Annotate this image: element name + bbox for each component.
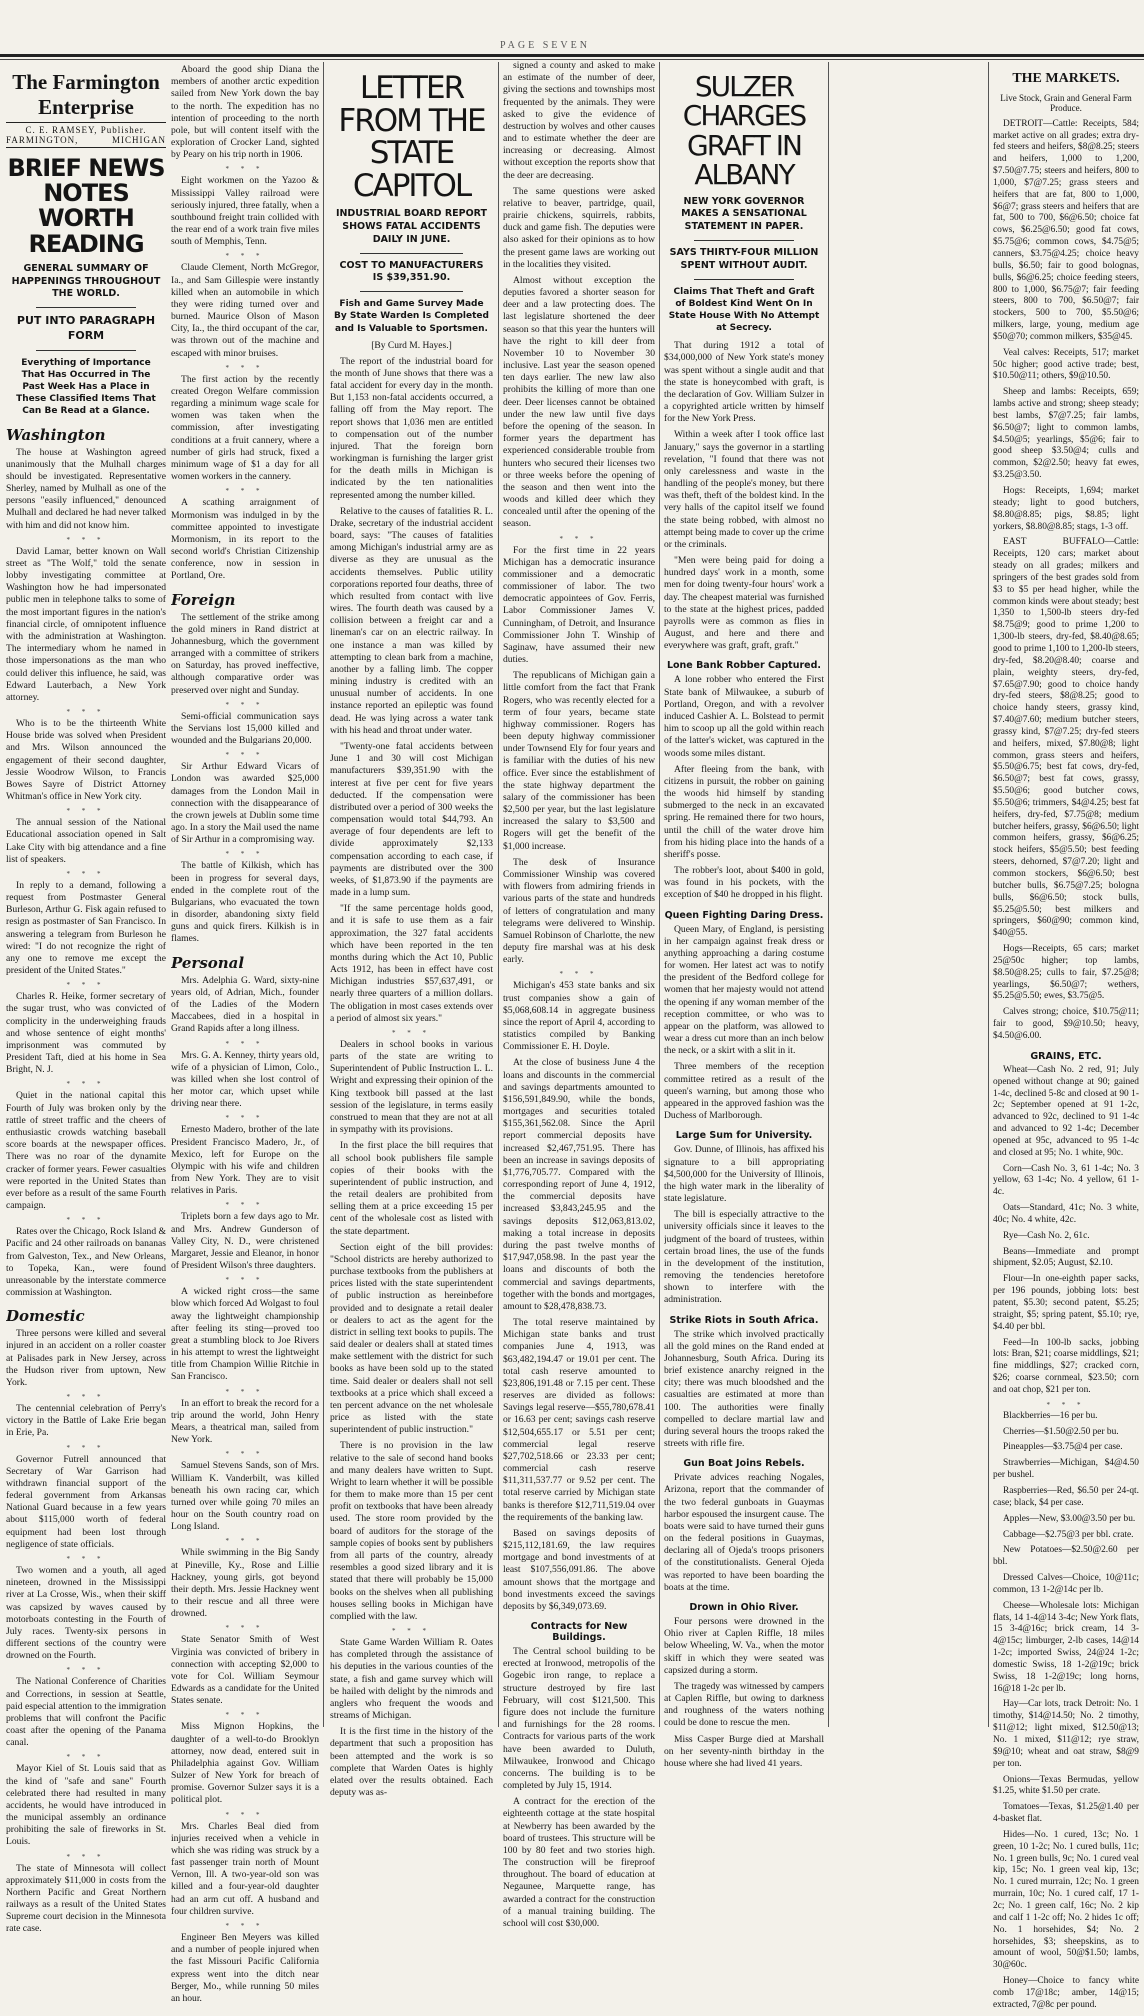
column-2 bbox=[171, 64, 319, 2009]
column-rule bbox=[659, 62, 660, 1727]
column-rule bbox=[828, 62, 829, 1727]
headline-sulzer: SULZER CHARGES GRAFT IN ALBANY bbox=[682, 70, 806, 192]
separator: * * * bbox=[66, 1852, 106, 1861]
produce-report: Honey—Choice to fancy white comb 17@18c; amber, 14@15; extracted, 7@8c per pound. bbox=[993, 1976, 1139, 2010]
subhead-bank-robber: Lone Bank Robber Captured. bbox=[666, 660, 822, 672]
news-item: The centennial celebration of Perry's victory in the Battle of Lake Erie began in Erie, Pa. bbox=[6, 1403, 166, 1439]
article-paragraph: Within a week after I took office last January," says the governor in a startling revelation, "I found that there was not only carelessness and waste in the handling of the people's money, but there was theft, theft of the boldest kind. In the very halls of the capitol itself we found the state being robbed, with almost no attempt being made to cover up the crime or the criminals. bbox=[664, 429, 824, 550]
news-item: Claude Clement, North McGregor, Ia., and Sam Gillespie were instantly killed when an automobile in which they were riding turned over and burned. Maurice Olson of Mason City, Ia., the third occupant of the car, was thrown out of the machine and escaped with minor bruises. bbox=[171, 262, 319, 359]
page-header: PAGE SEVEN bbox=[500, 40, 590, 51]
news-item: David Lamar, better known on Wall street as "The Wolf," told the senate lobby investigating committee at Washington how he had impersonated public men in telephone talks to some of the most important figures in the nation's financial circle, of omnipotent influence with the administration at Washington. The intermediary whom he named in those impersonations as the man who could deliver this influence, he said, was Edward Lauterbach, a New York attorney. bbox=[6, 545, 166, 703]
separator: * * * bbox=[66, 807, 106, 816]
article-paragraph: Relative to the causes of fatalities R. L. Drake, secretary of the industrial accident board, says: "The causes of fatalities among Michigan's industrial army are as diverse as they are unusual as the accidents themselves. Public utility corporations reported four deaths, three of which resulted from contact with live wires. The fourth death was caused by a collision between a freight car and a lineman's car on an electric railway. In one instance a man was killed by attempting to clean bark from a machine, another by a falling limb. The copper mining industry is credited with an unusual number of accidents. In one instance reported an epileptic was found dead. He was lying across a water tank with his head and throat under water. bbox=[330, 505, 493, 736]
article-paragraph: The tragedy was witnessed by campers at Caplen Riffle, but owing to darkness and roughness of the waters nothing could be done to rescue the men. bbox=[664, 1680, 824, 1729]
article-paragraph: Almost without exception the deputies favored a shorter season for deer and a law protecting does. The last legislature shortened the deer season so that this year the hunters will have the right to kill deer from November 10 to November 30 inclusive. Last year the season opened ten days earlier. The new law also prohibits the killing of more than one deer. Deer licenses cannot be obtained under the new law until five days before the opening of the season. In former years the department has experienced considerable trouble from hunters who secured their licenses two or three weeks before the opening of the season and then went into the woods and killed deer which they concealed until after the opening of the season. bbox=[503, 274, 655, 530]
article-paragraph: The robber's loot, about $400 in gold, was found in his pockets, with the exception of $40 he dropped in his flight. bbox=[664, 865, 824, 901]
separator: * * * bbox=[225, 850, 265, 859]
column-3 bbox=[330, 64, 493, 1803]
top-rule bbox=[0, 54, 1144, 57]
subhead-gunboat: Gun Boat Joins Rebels. bbox=[683, 1458, 805, 1470]
article-paragraph: The same questions were asked relative to beaver, partridge, quail, prairie chickens, squirrels, rabbits, duck and game fish. The deputies were also asked for their opinions as to how the present game laws are working out in the localities they visited. bbox=[503, 185, 655, 270]
article-paragraph: "Twenty-one fatal accidents between June 1 and 30 will cost Michigan manufacturers $39,351.90 with the interest at five per cent for five years deducted. If the compensation were distributed over a period of 300 weeks the compensation would total $44,793. An average of four dependents are left to divide approximately $2,133 compensation according to each case, if payments are distributed over the 300 weeks, of $1,873.90 if the payments are made in a lump sum. bbox=[330, 741, 493, 899]
article-paragraph: The bill is especially attractive to the university officials since it leaves to the judgment of the board of trustees, within certain broad lines, the use of the funds in the development of the institution, removing the tendencies heretofore shown to interfere with the administration. bbox=[664, 1209, 824, 1306]
article-paragraph: The republicans of Michigan gain a little comfort from the fact that Frank Rogers, who was recently elected for a term of four years, became state highway commissioner. Rogers has been deputy highway commissioner under Townsend Ely for four years and is familiar with the duties of his new office. Ever since the establishment of the state highway department the salary of the commissioner has been $2,500 per year, but the last legislature increased the salary to $3,500 and Rogers will get the benefit of the $1,000 increase. bbox=[503, 670, 655, 852]
market-report: Hogs: Receipts, 1,694; market steady; light to good butchers, $8.80@8.85; pigs, $8.85; light yorkers, $8.80@8.85; stags, 1-3 off. bbox=[993, 486, 1139, 532]
markets-subhead: Live Stock, Grain and General Farm Produce. bbox=[1000, 92, 1132, 113]
masthead: The Farmington Enterprise bbox=[12, 70, 160, 119]
subhead-strike: Strike Riots in South Africa. bbox=[669, 1314, 819, 1326]
separator: * * * bbox=[225, 700, 265, 709]
article-paragraph: At the close of business June 4 the loans and discounts in the commercial and savings departments amounted to $156,591,849.90, while the bonds, mortgages and securities totaled $155,361,562.08. Since the April report commercial deposits have increased $2,467,751.95. There has been an increase in savings deposits of $1,776,705.77. Compared with the corresponding report of June 4, 1912, the commercial deposits have increased $3,843,245.95 and the savings deposits $12,063,813.02, making a total increase in deposits during the past twelve months of $17,947,058.98. In the past year the loans and discounts of both the commercial and savings departments, together with the bonds and mortgages, amount to $28,478,838.73. bbox=[503, 1057, 655, 1312]
deck-millions: SAYS THIRTY-FOUR MILLION SPENT WITHOUT AUDIT. bbox=[669, 247, 819, 271]
produce-report: Onions—Texas Bermudas, yellow $1.25, white $1.50 per crate. bbox=[993, 1774, 1139, 1797]
article-paragraph: A contract for the erection of the eighteenth cottage at the state hospital at Newberry has been awarded by the board of trustees. This structure will be 100 by 80 feet and two stories high. The construction will be fireproof throughout. The board of education at Negaunee, Marquette range, has awarded a contract for the construction of a manual training building. The school will cost $30,000. bbox=[503, 1796, 655, 1929]
separator: * * * bbox=[66, 1753, 106, 1762]
column-1 bbox=[6, 64, 166, 1940]
news-item: Sir Arthur Edward Vicars of London was awarded $25,000 damages from the London Mail in connection with the disappearance of the crown jewels at Dublin some time ago. In a story the Mail used the name of Sir Arthur in a compromising way. bbox=[171, 761, 319, 846]
deck-fish-game: Fish and Game Survey Made By State Warden Is Completed and Is Valuable to Sportsmen. bbox=[334, 299, 489, 334]
separator: * * * bbox=[225, 165, 265, 174]
separator: * * * bbox=[66, 869, 106, 878]
grain-report: Rye—Cash No. 2, 61c. bbox=[1003, 1230, 1090, 1241]
separator: * * * bbox=[225, 1387, 265, 1396]
produce-report: Blackberries—16 per bu. bbox=[1003, 1410, 1098, 1421]
separator: * * * bbox=[66, 1393, 106, 1402]
article-paragraph: Dealers in school books in various parts of the state are writing to Superintendent of Public Instruction L. L. Wright and expressing their opinion of the King textbook bill passed at the last session of the legislature, in terms easily construed to mean that they are not at all in sympathy with its provisions. bbox=[330, 1038, 493, 1136]
produce-report: Cherries—$1.50@2.50 per bu. bbox=[1003, 1426, 1119, 1437]
separator: * * * bbox=[225, 1810, 265, 1819]
separator: * * * bbox=[66, 1666, 106, 1675]
headline-markets: THE MARKETS. bbox=[1012, 71, 1120, 86]
news-item: Mrs. Charles Beal died from injuries received when a vehicle in which she was riding was struck by a fast passenger train north of Mount Vernon, Ill. A two-year-old son was killed and a four-year-old daughter had an arm cut off. A husband and four children survive. bbox=[171, 1820, 319, 1917]
separator: * * * bbox=[66, 1443, 106, 1452]
grain-report: Corn—Cash No. 3, 61 1-4c; No. 3 yellow, 63 1-4c; No. 4 yellow, 61 1-4c. bbox=[993, 1163, 1139, 1198]
article-paragraph: "Men were being paid for doing a hundred days' work in a month, some men for doing twenty-four hours' work a day. The cheapest material was furnished to the state at the highest prices, padded payrolls were as common as flies in August, and here and there and everywhere was graft, graft, graft." bbox=[664, 555, 824, 652]
news-item: Aboard the good ship Diana the members of another arctic expedition sailed from New York down the bay to the north. The expedition has no intention of proceeding to the north pole, but will content itself with the exploration of Crocker Land, sighted by Peary on his trip north in 1906. bbox=[171, 64, 319, 161]
news-item: The battle of Kilkish, which has been in progress for several days, ended in the complete rout of the Bulgarians, who evacuated the town in disorder, abandoning sixty field guns and quick firers. Kilkish is in flames. bbox=[171, 860, 319, 945]
market-report: Hogs—Receipts, 65 cars; market 25@50c higher; top lambs, $8.50@8.25; culls to fair, $7.25@8; yearlings, $6.50@7; wethers, $5.25@5.50; ewes, $3.75@5. bbox=[993, 944, 1139, 1002]
subhead-contracts: Contracts for New Buildings. bbox=[530, 1621, 628, 1644]
section-personal: Personal bbox=[171, 953, 245, 972]
article-paragraph: State Game Warden William R. Oates has completed through the assistance of his deputies in the various counties of the state, a fish and game survey which will be hailed with delight by the nimrods and anglers who frequent the woods and streams of Michigan. bbox=[330, 1637, 493, 1722]
article-paragraph: For the first time in 22 years Michigan has a democratic insurance commissioner and a democratic commissioner of labor. The two democratic appointees of Gov. Ferris, Labor Commissioner James V. Cunningham, of Detroit, and Insurance Commissioner John T. Winship of Saginaw, have assumed their new duties. bbox=[503, 544, 655, 666]
subhead-drown: Drown in Ohio River. bbox=[689, 1602, 799, 1613]
news-item: The settlement of the strike among the gold miners in Rand district at Johannesburg, which the government arranged with a committee of strikers on Saturday, has proved ineffective, although comparative order was preserved over night and Sunday. bbox=[171, 611, 319, 696]
produce-report: Raspberries—Red, $6.50 per 24-qt. case; black, $4 per case. bbox=[993, 1485, 1139, 1508]
grain-report: Oats—Standard, 41c; No. 3 white, 40c; No. 4 white, 42c. bbox=[993, 1203, 1139, 1225]
news-item: The first action by the recently created Oregon Welfare commission regarding a minimum wage scale for women was taken when the commission, after investigating conditions at a fruit cannery, where a number of girls had struck, fixed a minimum wage of $1 a day for all women workers in the cannery. bbox=[171, 373, 319, 483]
article-paragraph: The total reserve maintained by Michigan state banks and trust companies June 4, 1913, was $63,482,194.47 or 19.01 per cent. The total cash reserve amounted to $23,806,191.48 or 7.15 per cent. These reserves are divided as follows: Savings legal reserve—$55,780,678.41 or 16.63 per cent; savings cash reserve $12,504,655.17 or 5.51 per cent; commercial legal reserve $27,702,518.66 or 23.33 per cent; commercial cash reserve $11,311,537.77 or 9.52 per cent. The total reserve carried by Michigan state banks is therefore $12,711,519.04 over the requirements of the banking law. bbox=[503, 1317, 655, 1523]
separator: * * * bbox=[225, 1114, 265, 1123]
subhead-queen: Queen Fighting Daring Dress. bbox=[664, 909, 824, 921]
article-paragraph: Miss Casper Burge died at Marshall on her seventy-ninth birthday in the house where she had lived 41 years. bbox=[664, 1733, 824, 1769]
news-item: The state of Minnesota will collect approximately $11,000 in costs from the Northern Pacific and Great Northern railways as a result of the United States Supreme court decision in the Minnesota rate case. bbox=[6, 1862, 166, 1935]
deck: INDUSTRIAL BOARD REPORT SHOWS FATAL ACCIDENTS DAILY IN JUNE. bbox=[335, 208, 488, 245]
article-paragraph: That during 1912 a total of $34,000,000 of New York state's money was spent without a single audit and that the state is honeycombed with graft, is the declaration of Gov. William Sulzer in a copyrighted article written by himself for the New York Press. bbox=[664, 340, 824, 425]
produce-report: Cheese—Wholesale lots: Michigan flats, 14 1-4@14 3-4c; New York flats, 15 3-4@16c; brick cream, 14 3-4@15c; limburger, 2-lb cases, 14@14 1-2c; imported Swiss, 24@24 1-2c; domestic Swiss, 18 1-2@19c; brick Swiss, 18 1-2@19c; long horns, 16@18 1-2c per lb. bbox=[993, 1600, 1139, 1694]
subhead-university: Large Sum for University. bbox=[675, 1130, 813, 1142]
column-rule bbox=[323, 62, 324, 1727]
byline: [By Curd M. Hayes.] bbox=[371, 340, 452, 351]
separator: * * * bbox=[225, 1201, 265, 1210]
separator: * * * bbox=[1046, 1400, 1086, 1409]
masthead-rule bbox=[6, 122, 166, 123]
separator: * * * bbox=[392, 1627, 431, 1636]
subhead-grains: GRAINS, ETC. bbox=[1030, 1050, 1102, 1062]
masthead-rule bbox=[6, 147, 166, 148]
column-rule bbox=[498, 62, 499, 1727]
separator: * * * bbox=[66, 1216, 106, 1225]
article-paragraph: Queen Mary, of England, is persisting in her campaign against freak dress or anything approaching a daring costume for women. Her latest act was to notify the president of the Bedford college for women that her majesty would not attend the opening if any woman member of the reception committee, or who was to appear on the platform, was allowed to wear a dress cut more than an inch below the neck, or a skirt with a slit in it. bbox=[664, 923, 824, 1057]
separator: * * * bbox=[225, 1624, 265, 1633]
dateline bbox=[6, 135, 166, 145]
divider bbox=[36, 350, 136, 351]
produce-report: Hides—No. 1 cured, 13c; No. 1 green, 10 1-2c; No. 1 cured bulls, 11c; No. 1 green bulls, 9c; No. 1 cured veal kip, 15c; No. 1 green veal kip, 13c; No. 1 cured murrain, 12c; No. 1 green murrain, 10c; No. 1 cured calf, 17 1-2c; No. 1 green calf, 16c; No. 2 kip and calf 1 1-2c off; No. 2 hides 1c off; No. 1 horsehides, $4; No. 2 horsehides, $3; sheepskins, as to amount of wool, 50@$1.50; lambs, 30@60c. bbox=[993, 1829, 1139, 1971]
column-rule bbox=[988, 62, 989, 1727]
article-paragraph: After fleeing from the bank, with citizens in pursuit, the robber on gaining the woods hid himself by standing submerged to the neck in an excavated spring. He remained there for two hours, until the chill of the water drove him from his hiding place into the hands of a sheriff's posse. bbox=[664, 763, 824, 860]
separator: * * * bbox=[559, 534, 599, 543]
section-foreign: Foreign bbox=[171, 590, 236, 609]
news-item: A scathing arraignment of Mormonism was indulged in by the committee appointed to investigate Mormonism, in its report to the second world's Christian Citizenship conference, now in session in Portland, Ore. bbox=[171, 497, 319, 582]
news-item: Semi-official communication says the Servians lost 15,000 killed and wounded and the Bulgarians 20,000. bbox=[171, 710, 319, 747]
column-6 bbox=[993, 64, 1139, 2016]
article-paragraph: "If the same percentage holds good, and it is safe to use them as a fair approximation, the 327 fatal accidents which have been reported in the ten months during which the Act 10, Public Acts 1912, has been in effect have cost Michigan industries $57,637,491, or nearly three quarters of a million dollars. The obligation in most cases extends over a period of almost six years." bbox=[330, 903, 493, 1024]
separator: * * * bbox=[66, 1554, 106, 1563]
separator: * * * bbox=[225, 487, 265, 496]
grain-report: Flour—In one-eighth paper sacks, per 196 pounds, jobbing lots: best patent, $5.30; second patent, $5.25; straight, $5; spring patent, $5.10; rye, $4.40 per bbl. bbox=[993, 1274, 1139, 1332]
produce-report: Strawberries—Michigan, $4@4.50 per bushel. bbox=[993, 1458, 1139, 1481]
divider bbox=[360, 291, 463, 292]
divider bbox=[360, 253, 463, 254]
separator: * * * bbox=[225, 363, 265, 372]
separator: * * * bbox=[225, 1450, 265, 1459]
news-item: Eight workmen on the Yazoo & Mississippi Valley railroad were seriously injured, three fatally, when a southbound freight train collided with the rear end of a work train five miles south of Memphis, Tenn. bbox=[171, 175, 319, 248]
separator: * * * bbox=[66, 535, 106, 544]
market-report: DETROIT—Cattle: Receipts, 584; market active on all grades; extra dry-fed steers and heifers, $8@8.25; steers and heifers, 1,000 to 1,200, $7.50@7.75; steers and heifers, 800 to 1,000, $7@7.25; grass steers and heifers that are fat, 800 to 1,000, $6@7; grass steers and heifers that are fat, 500 to 700, $6@6.50; choice fat cows, $6.25@6.50; good fat cows, $5.75@6; common cows, $4.75@5; canners, $3.75@4.25; choice heavy bulls, $6.50; fair to good bolognas, bulls, $6@6.25; choice feeding steers, 800 to 1,000, $6.75@7; fair feeding steers, 800 to 700, $6.50@7; fair stockers, 500 to 700, $5.50@6; milkers, large, young, medium age $50@70; common milkers, $35@45. bbox=[993, 118, 1139, 342]
news-item: Quiet in the national capital this Fourth of July was broken only by the rattle of street traffic and the cheers of enthusiastic crowds watching baseball score boards at the newspaper offices. There was no roar of the dynamite cracker of former years. Fewer casualties were reported in the United States than ever before as a result of the same Fourth campaign. bbox=[6, 1090, 166, 1212]
separator: * * * bbox=[225, 1711, 265, 1720]
separator: * * * bbox=[559, 970, 599, 979]
place-left: FARMINGTON, bbox=[6, 135, 79, 145]
deck-cost: COST TO MANUFACTURERS IS $39,351.90. bbox=[339, 259, 484, 284]
news-item: In reply to a demand, following a request from Postmaster General Burleson, Arthur G. Fisk again refused to resign as postmaster of San Francisco. In answering a telegram from Burleson he wired: "I do not recognize the right of any one to remove me except the president of the United States." bbox=[6, 879, 166, 977]
news-item: The National Conference of Charities and Corrections, in session at Seattle, paid especial attention to the immigration problems that will confront the Pacific coast after the opening of the Panama canal. bbox=[6, 1676, 166, 1749]
deck: NEW YORK GOVERNOR MAKES A SENSATIONAL STATEMENT IN PAPER. bbox=[681, 195, 807, 233]
article-paragraph: The Central school building to be erected at Ironwood, metropolis of the Gogebic iron range, to replace a structure destroyed by fire last February, will cost $121,500. This figure does not include the furniture and furnishings for the 28 rooms. Contracts for various parts of the work have been awarded to Duluth, Milwaukee, Ironwood and Chicago concerns. The building is to be completed by July 15, 1914. bbox=[503, 1646, 655, 1792]
news-item: The annual session of the National Educational association opened in Salt Lake City with big attendance and a fine list of speakers. bbox=[6, 817, 166, 865]
separator: * * * bbox=[225, 1922, 265, 1930]
produce-report: Tomatoes—Texas, $1.25@1.40 per 4-basket flat. bbox=[993, 1802, 1139, 1825]
grain-report: Wheat—Cash No. 2 red, 91; July opened without change at 90; gained 1-4c, declined 5-8c and closed at 90 1-2c; September opened at 91 1-2c, advanced to 92c, declined to 91 1-4c and advanced to 92 1-4c; December opened at 95c, advanced to 95 1-4c and closed at 95; No. 1 white, 90c. bbox=[993, 1064, 1139, 1158]
deck: GENERAL SUMMARY OF HAPPENINGS THROUGHOUT THE WORLD. bbox=[11, 262, 161, 300]
separator: * * * bbox=[225, 1039, 265, 1048]
section-washington: Washington bbox=[6, 425, 106, 444]
place-right: MICHIGAN bbox=[112, 135, 166, 145]
news-item: The house at Washington agreed unanimously that the Mulhall charges should be investigated. Representative Sherley, named by Mulhall as one of the persons "easily influenced," denounced Mulhall and declared he had never talked with him and did not know him. bbox=[6, 446, 166, 531]
headline-state-capitol: LETTER FROM THE STATE CAPITOL bbox=[338, 70, 485, 204]
article-paragraph: Based on savings deposits of $215,112,181.69, the law requires mortgage and bond investments of at least $107,556,091.86. The above amount shows that the mortgage and bond investments exceed the savings deposits by $6,349,073.69. bbox=[503, 1527, 655, 1612]
news-item: Who is to be the thirteenth White House bride was solved when President and Mrs. Wilson announced the engagement of their second daughter, Jessie Woodrow Wilson, to Francis Bowes Sayre of District Attorney Whitman's office in New York city. bbox=[6, 718, 166, 803]
news-item: Miss Mignon Hopkins, the daughter of a well-to-do Brooklyn attorney, now dead, entered suit in Philadelphia against Gov. William Sulzer of New York for breach of promise. Governor Sulzer says it is a political plot. bbox=[171, 1721, 319, 1806]
article-paragraph: The strike which involved practically all the gold mines on the Rand ended at Johannesburg, South Africa. During its brief existence anarchy reigned in the city; there was much bloodshed and the casualties are estimated at more than 100. The authorities were finally compelled to declare martial law and during several hours the troops raked the streets with rifle fire. bbox=[664, 1328, 824, 1450]
news-item: Mrs. G. A. Kenney, thirty years old, wife of a physician of Limon, Colo., was killed when she lost control of her motor car, which upset while driving near there. bbox=[171, 1049, 319, 1110]
article-paragraph: Michigan's 453 state banks and six trust companies show a gain of $5,068,608.14 in aggregate business since the report of April 4, according to statistics compiled by Banking Commissioner E. H. Doyle. bbox=[503, 980, 655, 1053]
article-paragraph: Gov. Dunne, of Illinois, has affixed his signature to a bill appropriating $4,500,000 for the University of Illinois, the high water mark in the liberality of state legislature. bbox=[664, 1144, 824, 1205]
market-report: Sheep and lambs: Receipts, 659; lambs active and strong; sheep steady; best lambs, $7@7.25; fair lambs, $6.50@7; light to common lambs, $4.50@5; yearlings, $5@6; fair to good sheep $3.50@4; culls and common, $2@2.50; heavy fat ewes, $3.25@3.50. bbox=[993, 387, 1139, 481]
produce-report: Hay—Car lots, track Detroit: No. 1 timothy, $14@14.50; No. 2 timothy, $11@12; light mixed, $12.50@13; No. 1 mixed, $11@12; rye straw, $9@10; wheat and oat straw, $8@9 per ton. bbox=[993, 1699, 1139, 1769]
publisher: C. E. RAMSEY, Publisher. bbox=[25, 125, 147, 135]
separator: * * * bbox=[66, 708, 106, 717]
news-item: Two women and a youth, all aged nineteen, drowned in the Mississippi river at La Crosse, Wis., when their skiff was capsized by waves caused by motorboats contesting in the Fourth of July races. Twenty-six persons in different sections of the country were drowned on the Fourth. bbox=[6, 1564, 166, 1662]
news-item: In an effort to break the record for a trip around the world, John Henry Mears, a theatrical man, sailed from New York. bbox=[171, 1397, 319, 1446]
separator: * * * bbox=[225, 252, 265, 261]
divider bbox=[36, 307, 136, 308]
grain-report: Beans—Immediate and prompt shipment, $2.05; August, $2.10. bbox=[993, 1246, 1139, 1269]
divider bbox=[694, 279, 794, 280]
separator: * * * bbox=[66, 981, 106, 990]
divider bbox=[694, 240, 794, 241]
produce-report: New Potatoes—$2.50@2.60 per bbl. bbox=[993, 1545, 1139, 1568]
produce-report: Apples—New, $3.00@3.50 per bu. bbox=[1003, 1513, 1136, 1524]
news-item: Mayor Kiel of St. Louis said that as the kind of "safe and sane" Fourth celebrated there had resulted in many accidents, he would have introduced in the municipal assembly an ordinance prohibiting the sale of fireworks in St. Louis. bbox=[6, 1763, 166, 1848]
article-paragraph: A lone robber who entered the First State bank of Milwaukee, a suburb of Portland, Oregon, and with a revolver induced Cashier A. L. Bolstead to permit him to scoop up all the gold within reach of the latter's wicket, was captured in the woods some miles distant. bbox=[664, 674, 824, 759]
market-report: Veal calves: Receipts, 517; market 50c higher; good active trade; best, $10.50@11; others, $9@10.50. bbox=[993, 347, 1139, 382]
news-item: Samuel Stevens Sands, son of Mrs. William K. Vanderbilt, was killed beneath his own racing car, which turned over while going 70 miles an hour on the South country road on Long Island. bbox=[171, 1460, 319, 1533]
produce-report: Dressed Calves—Choice, 10@11c; common, 13 1-2@14c per lb. bbox=[993, 1573, 1139, 1595]
news-item: A wicked right cross—the same blow which forced Ad Wolgast to foul away the lightweight championship after feeling its sting—proved too great a stumbling block to Joe Rivers in his attempt to wrest the lightweight title from Champion Willie Ritchie in San Francisco. bbox=[171, 1286, 319, 1383]
news-item: Mrs. Adelphia G. Ward, sixty-nine years old, of Adrian, Mich., founder of the Ladies of the Modern Maccabees, died in a hospital in Grand Rapids after a long illness. bbox=[171, 974, 319, 1035]
news-item: Engineer Ben Meyers was killed and a number of people injured when the fast Missouri Pacific California express went into the ditch near Berger, Mo., while running 50 miles an hour. bbox=[171, 1932, 319, 2004]
news-item: Charles R. Heike, former secretary of the sugar trust, who was convicted of complicity in the underweighing frauds and whose sentence of eight months' imprisonment was commuted by President Taft, died at his home in Sea Bright, N. J. bbox=[6, 991, 166, 1076]
produce-report: Cabbage—$2.75@3 per bbl. crate. bbox=[1003, 1529, 1134, 1540]
column-5 bbox=[664, 64, 824, 1774]
article-paragraph: There is no provision in the law relative to the sale of second hand books and many dealers have written to Supt. Wright to learn whether it will be possible for them to make more than 15 per cent profit on textbooks that have been already used. The store room provided by the board of auditors for the storage of the sample copies of books sent by publishers from all parts of the country, already resembles a good sized library and it is stated that there will probably be 15,000 books on the shelves when all publishing houses selling books in Michigan have complied with the law. bbox=[330, 1440, 493, 1622]
article-paragraph: The report of the industrial board for the month of June shows that there was a fatal accident for every day in the month. But 1,153 non-fatal accidents occurred, a falling off from the May report. The report shows that 1,036 men are entitled to compensation out of the number injured. That the foreign born workingman is furnishing the larger grist for the death mills in Michigan is indicated by the ten nationalities represented among the number killed. bbox=[330, 355, 493, 501]
produce-report: Pineapples—$3.75@4 per case. bbox=[1003, 1442, 1123, 1453]
separator: * * * bbox=[66, 1080, 106, 1089]
deck-claims: Claims That Theft and Graft of Boldest Kind Went On In State House With No Attempt at Secrecy. bbox=[668, 286, 820, 334]
subdeck: PUT INTO PARAGRAPH FORM bbox=[16, 314, 156, 343]
article-paragraph: Section eight of the bill provides: "School districts are hereby authorized to purchase textbooks from the publishers at prices listed with the state superintendent of public instruction as hereinbefore provided and to designate a retail dealer or dealers to act as the agent for the district in selling text books to pupils. The said dealer or dealers shall at stated times make settlement with the district for such books as have been sold up to the stated time. Said dealer or dealers shall not sell textbooks at a price which shall exceed a ten percent advance on the net wholesale price as listed with the state superintendent of public instruction." bbox=[330, 1241, 493, 1436]
news-item: Governor Futrell announced that Secretary of War Garrison had withdrawn financial support of the federal government from Arkansas National Guard because in a few years about $115,000 worth of federal equipment had been lost through negligence of state officials. bbox=[6, 1453, 166, 1550]
news-item: While swimming in the Big Sandy at Pineville, Ky., Rose and Lillie Hackney, young girls, got beyond their depth. Mrs. Jessie Hackney went to their rescue and all three were drowned. bbox=[171, 1547, 319, 1620]
article-paragraph: The desk of Insurance Commissioner Winship was covered with flowers from admiring friends in various parts of the state and hundreds of letters of congratulation and many telegrams were delivered to Winship. Samuel Robinson of Charlotte, the new deputy fire marshal was at his desk early. bbox=[503, 856, 655, 966]
separator: * * * bbox=[225, 1276, 265, 1285]
news-item: Triplets born a few days ago to Mr. and Mrs. Andrew Gunderson of Valley City, N. D., were christened Margaret, Jessie and Eleanor, in honor of President Wilson's three daughters. bbox=[171, 1211, 319, 1272]
article-paragraph: It is the first time in the history of the department that such a proposition has been attempted and the work is so complete that Warden Oates is highly elated over the results obtained. Each deputy was as- bbox=[330, 1726, 493, 1799]
separator: * * * bbox=[225, 1537, 265, 1546]
article-paragraph: Private advices reaching Nogales, Arizona, report that the commander of the two federal gunboats in Guaymas harbor espoused the insurgent cause. The boats were said to have turned their guns on the federal positions in Guaymas, declaring all of Ojeda's troops prisoners of the constitutionalists. General Ojeda was reported to have been boarding the boats at the time. bbox=[664, 1472, 824, 1593]
separator: * * * bbox=[225, 751, 265, 760]
headline-news-notes: BRIEF NEWS NOTES WORTH READING bbox=[7, 154, 165, 258]
intro: Everything of Importance That Has Occurred in The Past Week Has a Place in These Classified Items That Can Be Read at a Glance. bbox=[16, 357, 156, 417]
section-domestic: Domestic bbox=[6, 1307, 85, 1326]
article-paragraph: In the first place the bill requires that all school book publishers file sample copies of their books with the superintendent of public instruction, and the retail dealers are prohibited from selling them at a price exceeding 15 per cent of the wholesale cost as listed with the state department. bbox=[330, 1140, 493, 1237]
market-report: Calves strong; choice, $10.75@11; fair to good, $9@10.50; heavy, $4.50@6.00. bbox=[993, 1007, 1139, 1041]
separator: * * * bbox=[392, 1028, 431, 1037]
news-item: State Senator Smith of West Virginia was convicted of bribery in connection with accepting $2,000 to vote for Col. William Seymour Edwards as a candidate for the United States senate. bbox=[171, 1634, 319, 1707]
news-item: Rates over the Chicago, Rock Island & Pacific and 24 other railroads on bananas from Galveston, Tex., and New Orleans, to Topeka, Kan., were found unreasonable by the interstate commerce commission at Washington. bbox=[6, 1226, 166, 1299]
article-paragraph: Four persons were drowned in the Ohio river at Caplen Riffle, 18 miles below Wheeling, W. Va., when the motor skiff in which they were seated was capsized during a storm. bbox=[664, 1616, 824, 1676]
news-item: Three persons were killed and several injured in an accident on a roller coaster at Palisades park in New Jersey, across the Hudson river from uptown, New York. bbox=[6, 1328, 166, 1388]
market-report: EAST BUFFALO—Cattle: Receipts, 120 cars; market about steady on all grades; milkers and springers of the best grades sold from $3 to $5 per head higher, while the common kinds were about steady; best 1,350 to 1,500-lb steers dry-fed $8.75@9; good to prime 1,200 to 1,300-lb steers, dry-fed, $8.40@8.65; good to prime 1,100 to 1,200-lb steers, dry-fed, $8.20@8.40; coarse and plain, weighty steers, dry-fed, $7.65@7.90; good to choice handy dry-fed steers, $8@8.25; good to choice handy steers, grassy kind, $7.40@7.60; medium butcher steers, grassy kind, $7@7.25; dry-fed steers and heifers, mixed, $7.80@8; light common, grass steers and heifers, $5.50@6.75; best fat cows, dry-fed, $6.50@7; best fat cows, grassy, $5.50@6; good butcher cows, $5.50@6; trimmers, $4@4.25; best fat heifers, dry-fed, $7.75@8; medium butcher heifers, grassy, $6@6.50; light common heifers, grassy, $6@6.25; stock heifers, $5@5.50; best feeding steers, dehorned, $7@7.20; light and common stockers, $6@6.50; best butcher bulls, $6.75@7.25; bologna bulls, $6@6.50; stock bulls, $5.25@5.50; best milkers and springers, $60@90; common kind, $40@55. bbox=[993, 537, 1139, 939]
article-paragraph: signed a county and asked to make an estimate of the number of deer, giving the sections and townships most frequented by the animals. They were asked to give the evidence of destruction by wolves and other causes and to estimate whether the deer are increasing or decreasing. Almost without exception the reports show that the deer are decreasing. bbox=[503, 60, 655, 181]
article-paragraph: Three members of the reception committee retired as a result of the queen's warning, but among those who appeared in the approved fashion was the Duchess of Marlborough. bbox=[664, 1061, 824, 1122]
column-4 bbox=[503, 60, 655, 1934]
news-item: Ernesto Madero, brother of the late President Francisco Madero, Jr., of Mexico, left for Europe on the Olympic with his wife and children from New York. They are to visit relatives in Paris. bbox=[171, 1124, 319, 1197]
grain-report: Feed—In 100-lb sacks, jobbing lots: Bran, $21; coarse middlings, $21; fine middlings, $27; cracked corn, $26; coarse cornmeal, $23.50; corn and oat chop, $21 per ton. bbox=[993, 1337, 1139, 1395]
